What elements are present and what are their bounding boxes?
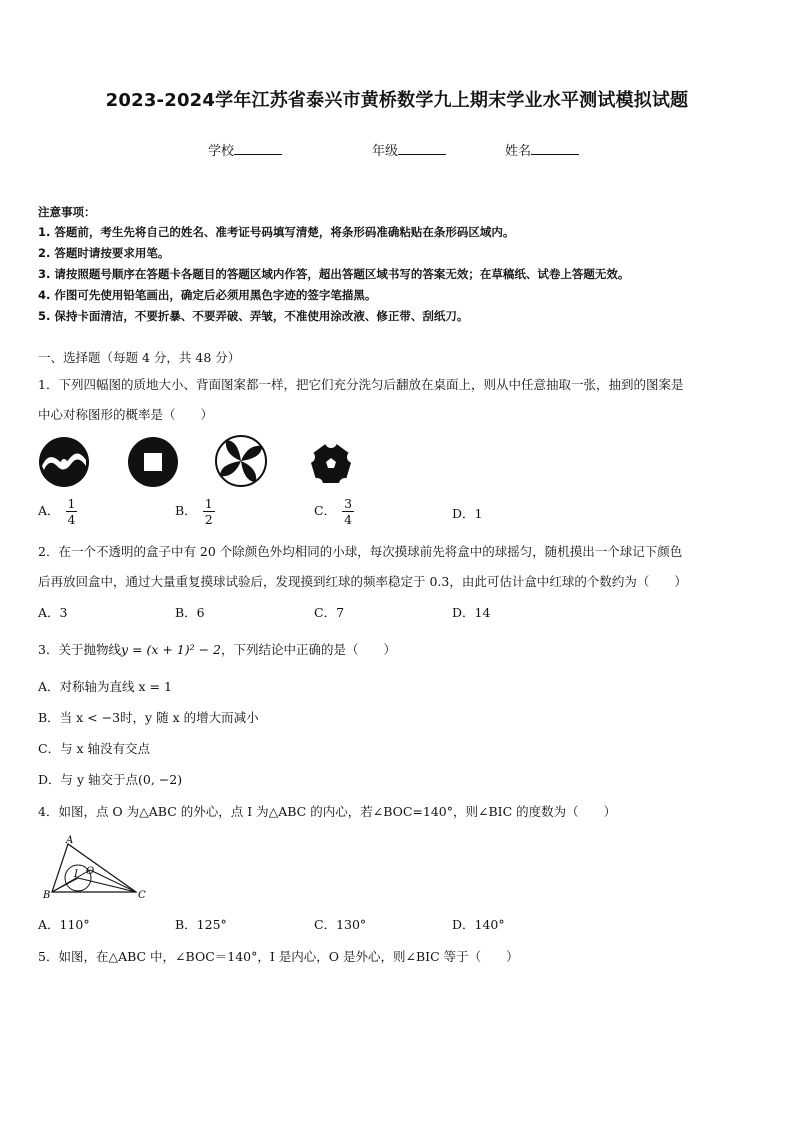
option-letter: B．	[175, 503, 197, 518]
name-label: 姓名	[505, 144, 532, 159]
option-letter: A．	[38, 503, 60, 518]
notice-item: 1. 答题前，考生先将自己的姓名、准考证号码填写清楚，将条形码准确粘贴在条形码区域内。	[38, 225, 515, 239]
denominator: 4	[67, 512, 76, 527]
numerator: 3	[344, 496, 353, 511]
denominator: 2	[204, 512, 213, 527]
page-title: 2023-2024学年江苏省泰兴市黄桥数学九上期末学业水平测试模拟试题	[105, 90, 689, 111]
option-letter: C．	[314, 503, 337, 518]
question-3-option-b[interactable]: B．当 x < −3时，y 随 x 的增大而减小	[38, 710, 259, 725]
notice-item: 5. 保持卡面清洁，不要折暴、不要弄破、弄皱，不准使用涂改液、修正带、刮纸刀。	[38, 309, 469, 323]
option-letter: D．	[452, 506, 475, 521]
petal-circle-figure	[214, 434, 268, 488]
question-1-text: 1．下列四幅图的质地大小、背面图案都一样，把它们充分洗匀后翻放在桌面上，则从中任意抽取一张，抽到的图案是	[38, 377, 684, 392]
question-3-text	[38, 640, 396, 658]
question-3-option-c[interactable]: C．与 x 轴没有交点	[38, 741, 151, 756]
question-4-option-c[interactable]: C．130°	[314, 917, 367, 932]
question-3-option-d[interactable]: D．与 y 轴交于点(0, −2)	[38, 772, 183, 787]
grade-label: 年级	[372, 144, 399, 159]
question-4-option-a[interactable]: A．110°	[38, 917, 90, 932]
question-2-text: 后再放回盒中，通过大量重复摸球试验后，发现摸到红球的频率稳定于 0.3，由此可估计盒中红球的个数约为（ ）	[38, 574, 687, 589]
incenter-i-label: I	[74, 869, 78, 880]
question-3-option-a[interactable]: A．对称轴为直线 x = 1	[38, 679, 172, 694]
school-blank	[234, 141, 282, 155]
question-4-option-d[interactable]: D．140°	[452, 917, 505, 932]
vertex-a-label: A	[66, 835, 74, 846]
question-1-option-b[interactable]	[175, 496, 215, 527]
wave-circle-figure	[38, 436, 90, 488]
fraction	[203, 496, 215, 527]
notice-item: 4. 作图可先使用铅笔画出，确定后必须用黑色字迹的签字笔描黑。	[38, 288, 377, 302]
section-heading: 一、选择题（每题 4 分，共 48 分）	[38, 350, 241, 365]
name-field	[505, 140, 579, 159]
triangle-figure	[38, 834, 153, 904]
question-2-text: 2．在一个不透明的盒子中有 20 个除颜色外均相同的小球，每次摸球前先将盒中的球摇匀，随机摸出一个球记下颜色	[38, 544, 683, 559]
name-blank	[531, 141, 579, 155]
notice-heading: 注意事项：	[38, 205, 96, 219]
pentagon-flower-figure	[304, 436, 358, 490]
numerator: 1	[204, 496, 213, 511]
grade-field	[372, 140, 446, 159]
question-4-text: 4．如图，点 O 为△ABC 的外心，点 I 为△ABC 的内心，若∠BOC=140°，则∠BIC 的度数为（ ）	[38, 804, 617, 819]
school-field	[208, 140, 282, 159]
parabola-formula: y = (x + 1)² − 2	[120, 642, 222, 657]
fraction	[342, 496, 354, 527]
question-5-text: 5．如图，在△ABC 中，∠BOC＝140°，I 是内心，O 是外心，则∠BIC 等于（ ）	[38, 949, 519, 964]
question-2-option-a[interactable]: A．3	[38, 605, 68, 620]
circumcenter-o-label: O	[86, 866, 95, 877]
question-4-option-b[interactable]: B．125°	[175, 917, 227, 932]
question-2-option-b[interactable]: B．6	[175, 605, 205, 620]
school-label: 学校	[208, 144, 235, 159]
question-1-option-d[interactable]	[452, 504, 482, 522]
question-1-option-c[interactable]	[314, 496, 354, 527]
vertex-b-label: B	[43, 890, 51, 901]
grade-blank	[398, 141, 446, 155]
notice-item: 2. 答题时请按要求用笔。	[38, 246, 170, 260]
question-3-prefix: 3．关于抛物线	[38, 642, 121, 657]
option-value: 1	[474, 506, 483, 521]
coin-figure	[127, 436, 179, 488]
numerator: 1	[67, 496, 76, 511]
fraction	[66, 496, 78, 527]
question-2-option-d[interactable]: D．14	[452, 605, 491, 620]
question-3-suffix: ，下列结论中正确的是（ ）	[221, 642, 397, 657]
question-2-option-c[interactable]: C．7	[314, 605, 345, 620]
vertex-c-label: C	[138, 890, 146, 901]
notice-item: 3. 请按照题号顺序在答题卡各题目的答题区域内作答，超出答题区域书写的答案无效；在草稿纸、试卷上答题无效。	[38, 267, 630, 281]
denominator: 4	[344, 512, 353, 527]
question-1-option-a[interactable]	[38, 496, 77, 527]
question-1-text: 中心对称图形的概率是（ ）	[38, 407, 214, 422]
